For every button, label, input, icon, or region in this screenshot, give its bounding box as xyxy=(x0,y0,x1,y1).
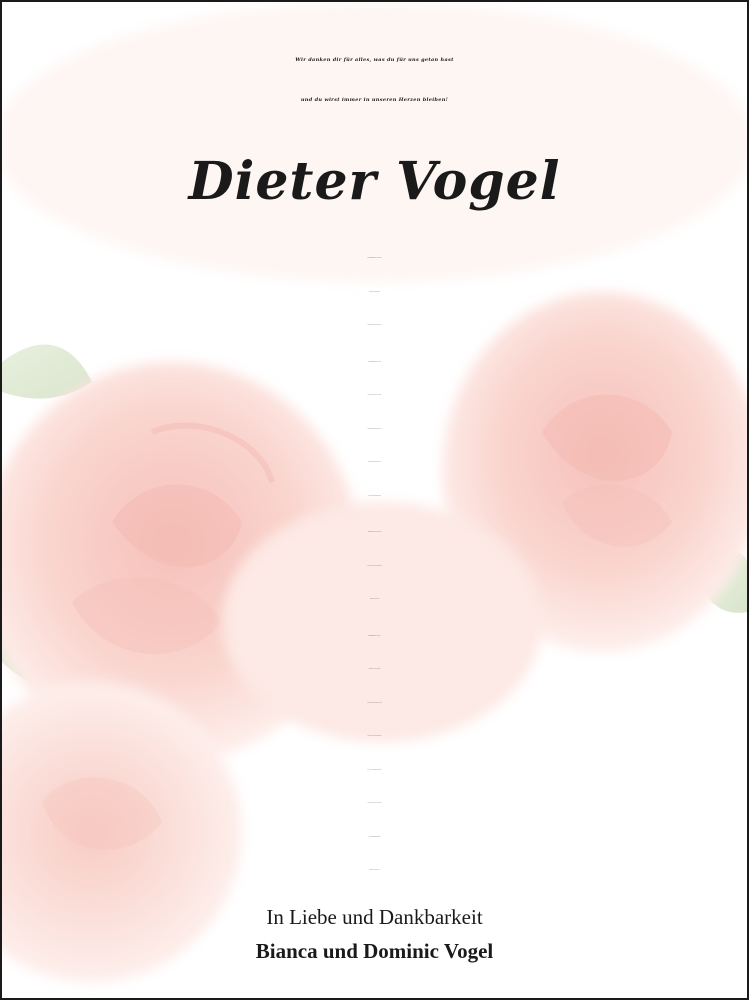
signature: Bianca und Dominic Vogel xyxy=(255,939,494,963)
text-line xyxy=(2,309,747,343)
text-line xyxy=(2,516,747,550)
text-line xyxy=(2,754,747,788)
text-line xyxy=(2,821,747,855)
text-line xyxy=(2,413,747,447)
text-line xyxy=(2,854,747,888)
motto-line: und du wirst immer in unseren Herzen bleiben! xyxy=(300,97,449,103)
deceased-name: Dieter Vogel xyxy=(188,151,561,212)
text-line xyxy=(2,720,747,754)
text-line xyxy=(2,446,747,480)
paragraph-herzlichen-dank xyxy=(2,620,747,888)
motto xyxy=(2,40,747,120)
text-line xyxy=(2,583,747,617)
text-line xyxy=(2,379,747,413)
paragraph-danke-friends xyxy=(2,346,747,514)
text-line xyxy=(2,653,747,687)
paragraph-danke-girlfriends xyxy=(2,516,747,617)
text-line xyxy=(2,276,747,310)
paragraph-dankeschoen xyxy=(2,242,747,343)
thank-you-text xyxy=(2,242,747,891)
text-line xyxy=(2,242,747,276)
text-line xyxy=(2,480,747,514)
text-line xyxy=(2,550,747,584)
text-line xyxy=(2,787,747,821)
text-line xyxy=(2,346,747,380)
motto-line: Wir danken dir für alles, was du für uns getan hast xyxy=(295,57,454,63)
closing-line: In Liebe und Dankbarkeit xyxy=(266,905,483,929)
text-line xyxy=(2,620,747,654)
text-line xyxy=(2,687,747,721)
closing-block xyxy=(2,900,747,968)
